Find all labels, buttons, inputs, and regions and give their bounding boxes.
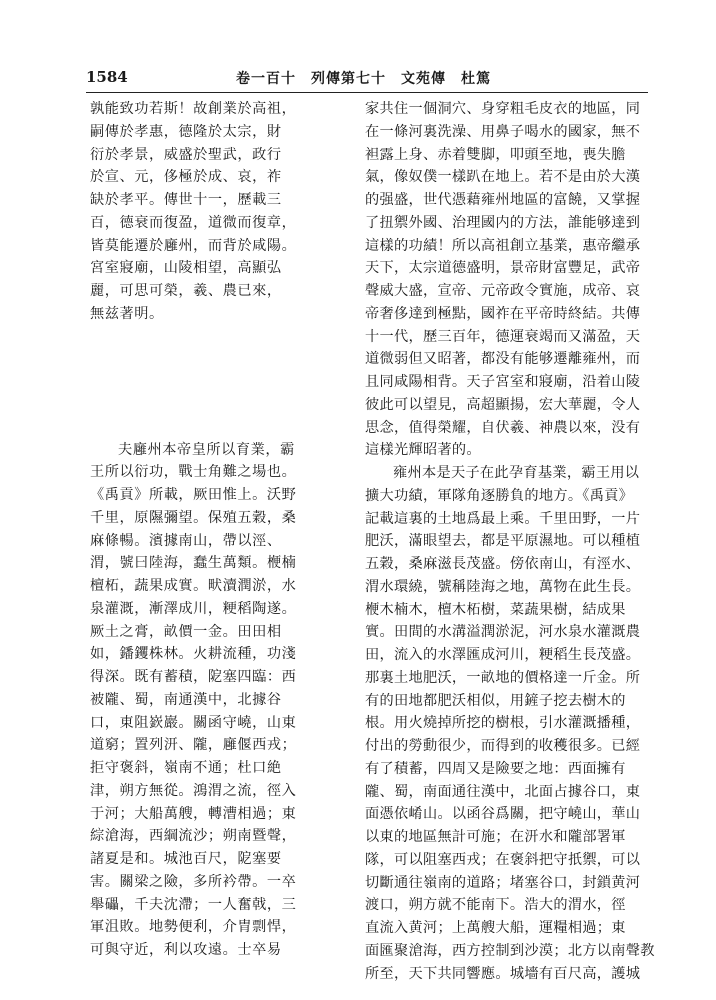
text-line: 厥土之膏，畝價一金。田田相 <box>90 623 282 640</box>
text-line: 以東的地區無計可施；在汧水和隴部署軍 <box>365 829 626 845</box>
text-line: 宮室寢廟，山陵相望，高顯弘 <box>90 260 282 277</box>
text-line: 于河；大船萬艘，轉漕相過；東 <box>90 805 297 822</box>
text-line: 軍沮敗。地勢便利，介胄剽悍， <box>90 919 297 936</box>
text-line: 隊，可以阻塞西戎；在褒斜把守扺禦，可以 <box>365 851 641 868</box>
text-line: 被隴、蜀，南通漢中，北據谷 <box>90 691 282 708</box>
text-line: 皆莫能遷於廱州，而背於咸陽。 <box>90 237 297 254</box>
text-line: 隴、蜀，南面通往漢中，北面占據谷口，東 <box>365 783 641 800</box>
text-line: 氣，像奴僕一樣趴在地上。若不是由於大漢 <box>365 169 641 186</box>
text-line: 所至，天下共同響應。城墻有百尺高，護城 <box>365 965 641 982</box>
text-line: 那裏土地肥沃，一畝地的價格達一斤金。所 <box>365 669 641 686</box>
text-line: 帝奢侈達到極點，國祚在平帝時終結。共傳 <box>365 305 641 322</box>
text-line: 渭，號曰陸海，蠢生萬類。楩楠 <box>90 555 297 572</box>
text-line: 嗣傳於孝惠，德隆於太宗，財 <box>90 123 282 140</box>
text-line: 付出的勞動很少，而得到的收穫很多。已經 <box>365 738 641 754</box>
text-line: 津，朔方無從。鴻渭之流，徑入 <box>90 782 297 799</box>
translation-passage-1 <box>365 98 653 462</box>
text-line: 有了積蓄，四周又是險要之地：西面擁有 <box>365 760 626 777</box>
header-rule <box>86 92 648 93</box>
text-line: 百，德衰而復盈，道微而復章， <box>90 214 297 231</box>
text-line: 直流入黄河；上萬艘大船，運糧相過；東 <box>365 920 626 936</box>
text-line: 千里，原隰彌望。保殖五穀，桑 <box>90 509 297 526</box>
text-line: 面憑依崤山。以函谷爲關，把守嶢山，華山 <box>365 806 641 823</box>
text-line: 了扭禦外國、治理國内的方法，誰能够達到 <box>365 214 641 231</box>
text-line: 且同咸陽相背。天子宮室和寢廟，沿着山陵 <box>365 374 641 390</box>
running-title: 卷一百十 列傳第七十 文苑傳 杜篤 <box>236 71 491 87</box>
classical-passage-2 <box>90 439 344 962</box>
text-line: 切斷通往嶺南的道路；堵塞谷口，封鎖黄河 <box>365 874 641 891</box>
translation-passage-2 <box>365 462 653 985</box>
text-line: 在一條河裏洗澡、用鼻子喝水的國家，無不 <box>365 123 641 140</box>
text-line: 渭水環繞，號稱陸海之地，萬物在此生長。 <box>365 578 641 595</box>
text-line: 面匯聚滄海，西方控制到沙漠；北方以南聲教 <box>365 942 655 959</box>
text-line: 這樣的功績！所以高祖創立基業，惠帝繼承 <box>365 237 641 254</box>
paragraph-gap <box>90 326 344 439</box>
text-line: 可與守近，利以攻遠。士卒易 <box>90 942 282 958</box>
text-line: 有的田地都肥沃相似，用鏟子挖去樹木的 <box>365 692 626 709</box>
text-line: 楩木楠木，檀木柘樹，菜蔬果樹，結成果 <box>365 601 626 618</box>
text-line: 渡口，朔方就不能南下。浩大的渭水，徑 <box>365 897 626 914</box>
text-line: 肥沃，滿眼望去，都是平原濕地。可以種植 <box>365 533 641 550</box>
text-line: 泉灌溉，漸澤成川，粳稻陶遂。 <box>90 600 297 617</box>
text-line: 孰能致功若斯！故創業於高祖， <box>90 101 297 117</box>
text-line: 家共住一個洞穴、身穿粗毛皮衣的地區，同 <box>365 101 641 117</box>
text-line: 根。用火燒掉所挖的樹根，引水灌溉播種， <box>365 715 641 732</box>
text-line: 缺於孝平。傳世十一，歷載三 <box>90 192 282 208</box>
text-line: 彼此可以望見，高超顯揚，宏大華麗，令人 <box>365 396 641 413</box>
page-number: 1584 <box>86 68 128 86</box>
text-line: 這樣光輝昭著的。 <box>365 442 481 459</box>
page-header <box>86 66 646 92</box>
text-line: 實。田間的水溝溢潤淤泥，河水泉水灌溉農 <box>365 624 641 641</box>
text-line: 的强盛，世代憑藉雍州地區的富饒，又掌握 <box>365 192 641 208</box>
text-line: 道微弱但又昭著，都没有能够遷離雍州，而 <box>365 351 641 368</box>
text-line: 衍於孝景，威盛於聖武，政行 <box>90 146 282 163</box>
text-line: 無兹著明。 <box>90 305 164 322</box>
text-line: 十一代，歷三百年，德運衰竭而又滿盈，天 <box>365 328 641 345</box>
text-line: 舉礧，千夫沈滯；一人奮戟，三 <box>90 896 297 913</box>
text-line: 拒守褒斜，嶺南不通；杜口絶 <box>90 760 282 776</box>
text-line: 害。關梁之險，多所衿帶。一卒 <box>90 873 297 890</box>
text-line: 檀柘，蔬果成實。畎瀆潤淤，水 <box>90 578 297 594</box>
text-line: 夫廱州本帝皇所以育業，霸 <box>118 441 295 458</box>
text-line: 諸夏是和。城池百尺，阸塞要 <box>90 851 282 867</box>
text-line: 麗，可思可榮，羲、農已來， <box>90 283 282 299</box>
text-line: 綜滄海，西綱流沙；朔南暨聲， <box>90 828 297 845</box>
text-line: 聲威大盛，宣帝、元帝政令實施，成帝、哀 <box>365 283 641 299</box>
text-line: 王所以衍功，戰士角難之場也。 <box>90 464 297 481</box>
text-line: 口，東阻嶔巖。關函守嶢，山東 <box>90 714 297 731</box>
text-line: 雍州本是天子在此孕育基業，霸王用以 <box>393 465 640 481</box>
text-line: 麻條暢。濱據南山，帶以涇、 <box>90 532 282 549</box>
text-line: 田，流入的水澤匯成河川，粳稻生長茂盛。 <box>365 647 641 663</box>
classical-passage-1 <box>90 98 344 326</box>
text-line: 袒露上身、赤着雙脚，叩頭至地，喪失膽 <box>365 146 626 163</box>
text-line: 思念，值得榮耀，自伏羲、神農以來，没有 <box>365 419 641 436</box>
text-line: 道窮；置列汧、隴，廱偃西戎； <box>90 737 297 754</box>
text-line: 擴大功績，軍隊角逐勝負的地方。《禹貢》 <box>365 487 634 504</box>
text-line: 得深。既有蓄積，阸塞四臨：西 <box>90 669 297 685</box>
left-column <box>90 98 344 962</box>
right-column <box>365 98 653 985</box>
text-line: 《禹貢》所載，厥田惟上。沃野 <box>90 487 297 503</box>
text-line: 五穀，桑麻滋長茂盛。傍依南山，有涇水、 <box>365 556 641 572</box>
text-line: 記載這裏的土地爲最上乘。千里田野，一片 <box>365 510 641 527</box>
text-line: 如，鐇钁株林。火耕流種，功淺 <box>90 646 297 663</box>
text-line: 於宣、元，侈極於成、哀，祚 <box>90 169 282 186</box>
text-line: 天下，太宗道德盛明，景帝財富豐足，武帝 <box>365 260 641 277</box>
